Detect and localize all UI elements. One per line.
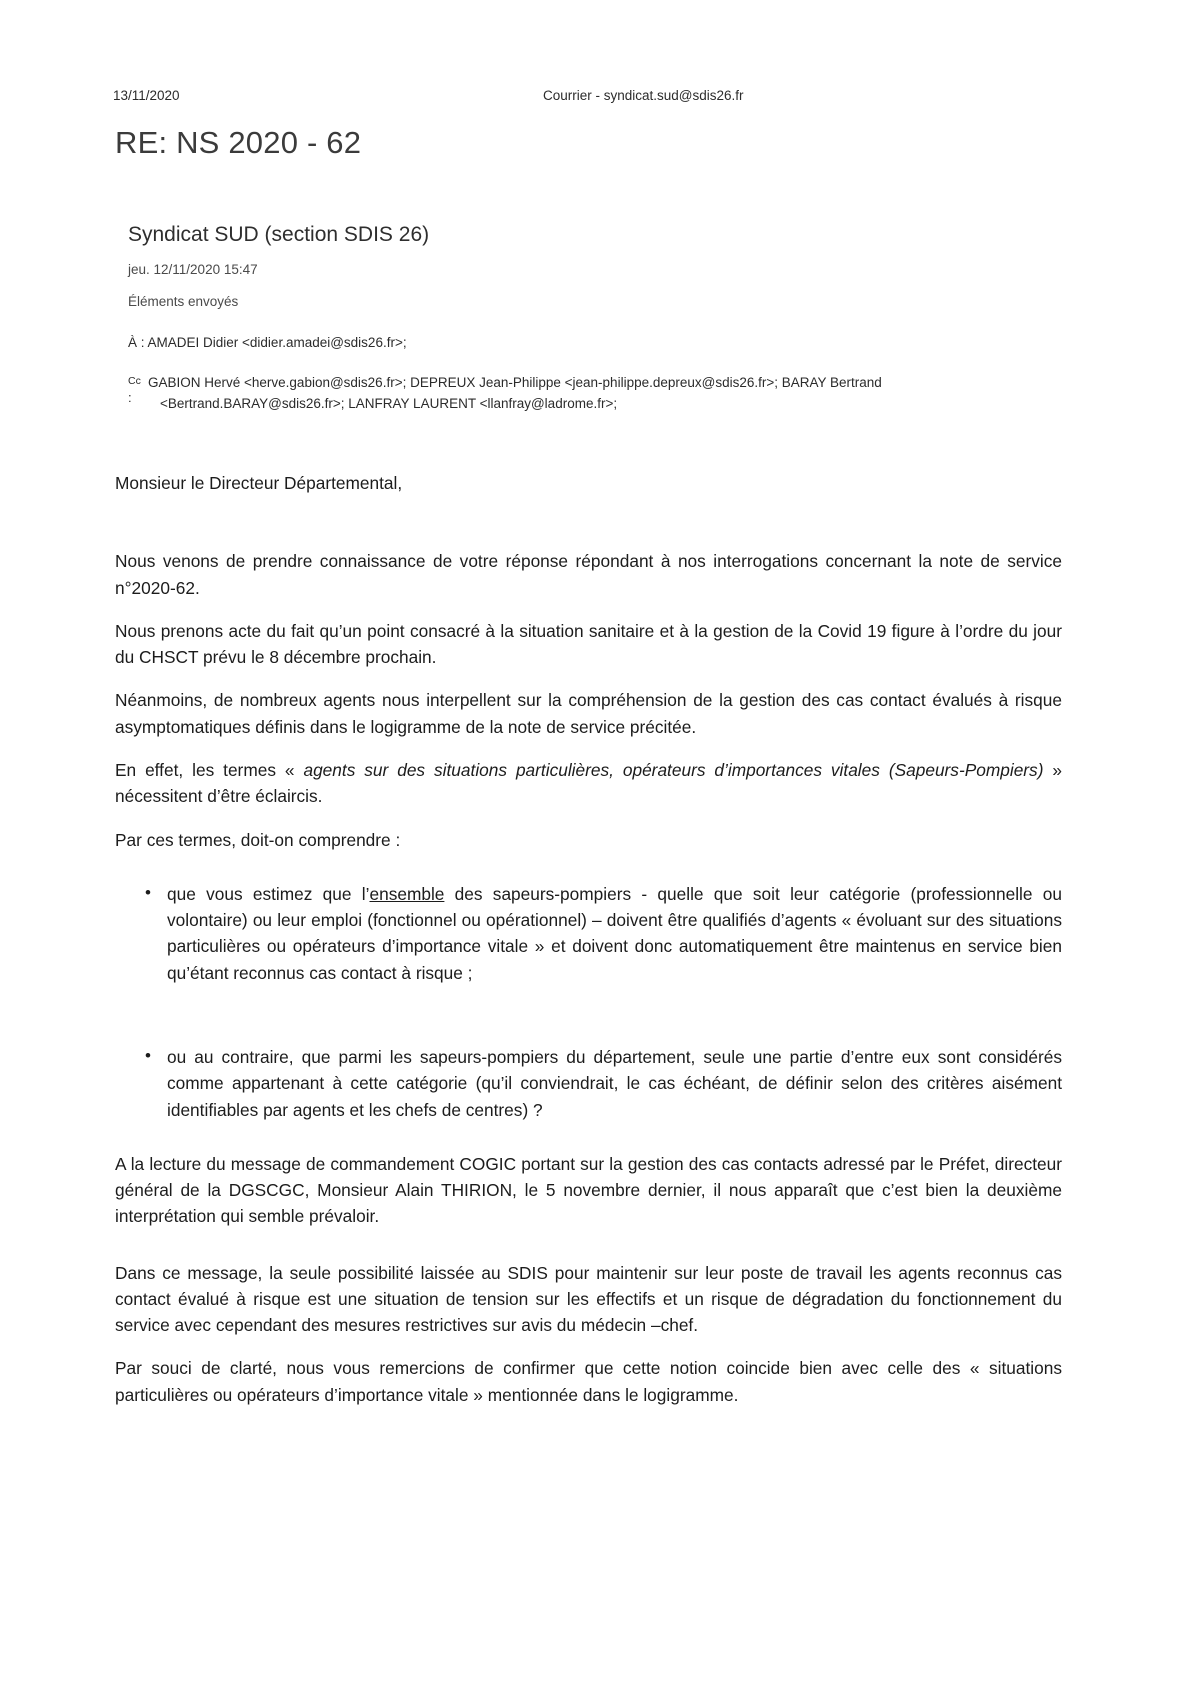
- paragraph-4: [115, 757, 1062, 810]
- cc-label: Cc :: [128, 375, 141, 406]
- paragraph-4-quote: agents sur des situations particulières, opérateurs d’importances vitales (Sapeurs-Pompiers): [303, 759, 1044, 780]
- paragraph-3: Néanmoins, de nombreux agents nous interpellent sur la compréhension de la gestion des cas contact évalués à risque asymptomatiques définis dans le logigramme de la note de service précitée.: [115, 690, 1062, 737]
- paragraph-2: Nous prenons acte du fait qu’un point consacré à la situation sanitaire et à la gestion de la Covid 19 figure à l’ordre du jour du CHSCT prévu le 8 décembre prochain.: [115, 620, 1062, 668]
- bullet-1-emphasis: ensemble: [369, 883, 445, 904]
- cc-row: [128, 373, 1078, 415]
- mail-header-block: [128, 222, 1078, 434]
- sent-timestamp: jeu. 12/11/2020 15:47: [128, 262, 258, 278]
- print-date: 13/11/2020: [113, 88, 180, 103]
- cc-recipients: [145, 373, 1078, 415]
- paragraph-7: Dans ce message, la seule possibilité laissée au SDIS pour maintenir sur leur poste de travail les agents reconnus cas contact évalué à risque est une situation de tension sur les effectifs et un risque de dégradation du fonctionnement du service avec cependant des mesures restrictives sur avis du médecin –chef.: [115, 1262, 1062, 1336]
- to-recipients: AMADEI Didier <didier.amadei@sdis26.fr>;: [147, 335, 407, 351]
- list-item: [167, 881, 1062, 986]
- sender-name: Syndicat SUD (section SDIS 26): [128, 223, 430, 246]
- paragraph-6: A la lecture du message de commandement COGIC portant sur la gestion des cas contacts adressé par le Préfet, directeur général de la DGSCGC, Monsieur Alain THIRION, le 5 novembre dernier, il nous apparaît que c’est bien la deuxième interprétation qui semble prévaloir.: [115, 1153, 1062, 1227]
- mail-body: [115, 470, 1062, 1425]
- cc-recipients-line-1: GABION Hervé <herve.gabion@sdis26.fr>; DEPREUX Jean-Philippe <jean-philippe.depreux@sdis26.fr>; BARAY Bertrand: [148, 375, 882, 391]
- mail-folder-label: Éléments envoyés: [128, 294, 239, 310]
- paragraph-1: Nous venons de prendre connaissance de votre réponse répondant à nos interrogations concernant la note de service n°2020-62.: [115, 551, 1062, 598]
- bullet-1-part-b: des sapeurs-pompiers - quelle que soit leur catégorie (professionnelle ou volontaire) ou leur emploi (fonctionnel ou opérationnel) – doivent être qualifiés d’agents « évoluant sur des situations particulières ou opérateurs d’importance vitale » et doivent donc automatiquement être maintenus en service bien qu’étant reconnus cas contact à risque ;: [167, 883, 1062, 983]
- options-list: [115, 881, 1062, 1123]
- mail-subject: RE: NS 2020 - 62: [115, 125, 362, 160]
- print-mailbox-label: Courrier - syndicat.sud@sdis26.fr: [543, 88, 744, 103]
- to-row: [128, 333, 1078, 354]
- salutation: Monsieur le Directeur Départemental,: [115, 473, 403, 493]
- paragraph-5: Par ces termes, doit-on comprendre :: [115, 829, 401, 850]
- paragraph-4-prefix: En effet, les termes «: [115, 759, 304, 780]
- bullet-2-text: ou au contraire, que parmi les sapeurs-pompiers du département, seule une partie d’entre eux sont considérés comme appartenant à cette catégorie (qu’il conviendrait, le cas échéant, de définir selon des critères aisément identifiables par agents et les chefs de centres) ?: [167, 1046, 1062, 1120]
- bullet-1-part-a: que vous estimez que l’: [167, 883, 370, 904]
- list-item: [167, 1044, 1062, 1123]
- paragraph-8: Par souci de clarté, nous vous remercions de confirmer que cette notion coincide bien avec celle des « situations particulières ou opérateurs d’importance vitale » mentionnée dans le logigramme.: [115, 1358, 1062, 1405]
- to-label: À :: [128, 335, 145, 351]
- cc-recipients-line-2: <Bertrand.BARAY@sdis26.fr>; LANFRAY LAURENT <llanfray@ladrome.fr>;: [160, 396, 618, 412]
- print-header: [0, 88, 1200, 108]
- paragraph-4-suffix: » nécessitent d’être éclaircis.: [115, 759, 1062, 807]
